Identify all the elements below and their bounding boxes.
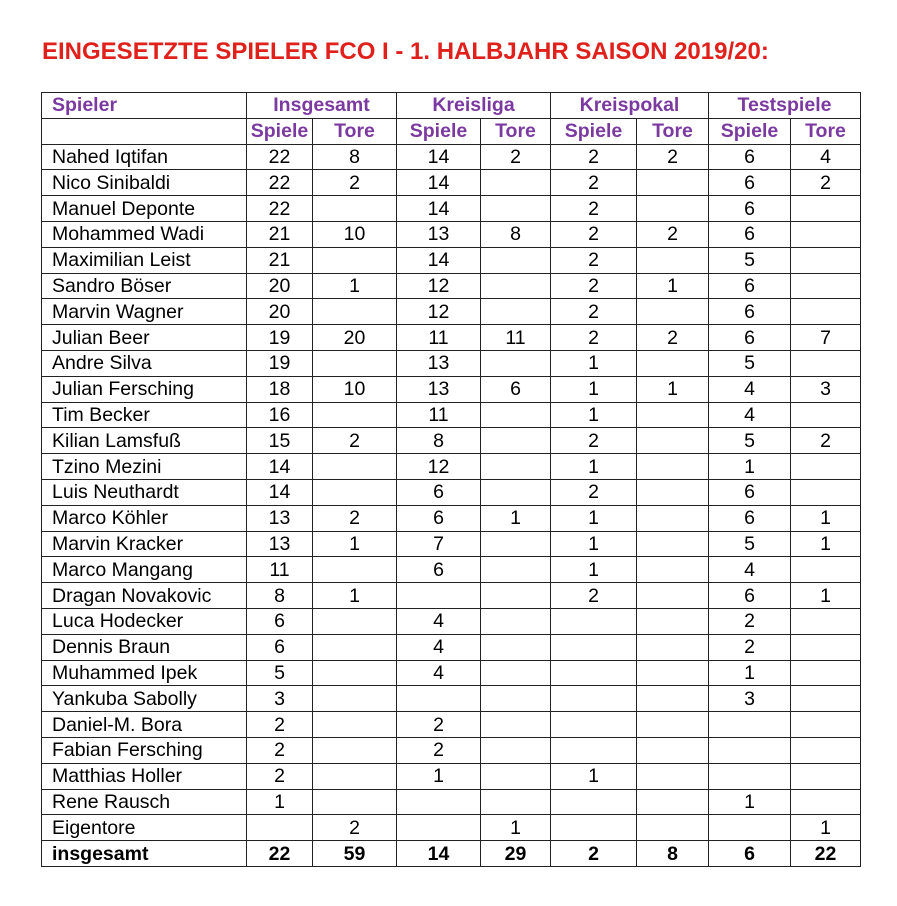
table-row <box>42 789 861 815</box>
table-row <box>42 583 861 609</box>
table-cell: 14 <box>397 247 481 273</box>
table-cell: 2 <box>551 325 637 351</box>
table-cell: 22 <box>247 196 313 222</box>
player-name: Nahed Iqtifan <box>42 144 247 170</box>
header-sub: Spiele <box>709 118 791 144</box>
table-cell: 6 <box>397 479 481 505</box>
table-cell <box>791 557 861 583</box>
table-cell: 11 <box>397 325 481 351</box>
table-cell <box>481 583 551 609</box>
table-cell: 13 <box>397 376 481 402</box>
table-cell: 6 <box>709 170 791 196</box>
table-cell <box>481 402 551 428</box>
table-body <box>42 144 861 866</box>
table-cell <box>313 789 397 815</box>
table-cell: 1 <box>709 789 791 815</box>
table-cell: 1 <box>313 273 397 299</box>
table-cell <box>637 583 709 609</box>
table-cell <box>313 402 397 428</box>
table-cell: 2 <box>551 247 637 273</box>
player-name: Marvin Kracker <box>42 531 247 557</box>
table-cell <box>637 531 709 557</box>
table-cell: 2 <box>709 634 791 660</box>
header-sub: Tore <box>481 118 551 144</box>
table-cell: 22 <box>791 841 861 867</box>
table-row <box>42 247 861 273</box>
player-name: Nico Sinibaldi <box>42 170 247 196</box>
table-cell: 8 <box>313 144 397 170</box>
table-cell <box>637 402 709 428</box>
table-cell: 1 <box>551 763 637 789</box>
table-cell: 1 <box>551 557 637 583</box>
player-name: Dragan Novakovic <box>42 583 247 609</box>
table-cell: 1 <box>791 531 861 557</box>
table-cell <box>709 712 791 738</box>
table-cell <box>791 196 861 222</box>
table-cell: 1 <box>551 454 637 480</box>
table-cell: 12 <box>397 299 481 325</box>
table-cell <box>313 247 397 273</box>
table-cell <box>791 273 861 299</box>
table-cell <box>791 608 861 634</box>
table-cell <box>709 737 791 763</box>
table-cell: 14 <box>397 144 481 170</box>
table-cell: 1 <box>709 454 791 480</box>
table-cell <box>481 557 551 583</box>
player-name: Tzino Mezini <box>42 454 247 480</box>
table-cell: 1 <box>481 815 551 841</box>
table-cell: 1 <box>637 376 709 402</box>
table-row <box>42 376 861 402</box>
table-cell: 19 <box>247 350 313 376</box>
table-cell <box>637 712 709 738</box>
table-cell: 2 <box>637 325 709 351</box>
table-cell <box>551 608 637 634</box>
table-cell: 6 <box>397 505 481 531</box>
table-cell: 2 <box>551 170 637 196</box>
table-cell: 1 <box>551 376 637 402</box>
table-cell: 14 <box>397 196 481 222</box>
table-row <box>42 144 861 170</box>
table-row <box>42 763 861 789</box>
table-cell <box>791 660 861 686</box>
table-cell: 12 <box>397 273 481 299</box>
table-row <box>42 686 861 712</box>
table-cell <box>637 789 709 815</box>
table-cell: 18 <box>247 376 313 402</box>
table-cell: 1 <box>313 531 397 557</box>
header-sub: Tore <box>637 118 709 144</box>
player-name: Andre Silva <box>42 350 247 376</box>
player-name: Dennis Braun <box>42 634 247 660</box>
table-row <box>42 479 861 505</box>
table-cell <box>481 789 551 815</box>
table-cell <box>481 350 551 376</box>
table-row <box>42 557 861 583</box>
table-cell: 8 <box>397 428 481 454</box>
table-cell <box>791 299 861 325</box>
player-name: Yankuba Sabolly <box>42 686 247 712</box>
table-cell <box>313 299 397 325</box>
player-name: Manuel Deponte <box>42 196 247 222</box>
table-cell: 7 <box>791 325 861 351</box>
table-cell: 4 <box>397 660 481 686</box>
table-row <box>42 196 861 222</box>
table-cell: 6 <box>247 608 313 634</box>
table-cell: 2 <box>551 428 637 454</box>
table-cell: 1 <box>397 763 481 789</box>
table-cell: 8 <box>247 583 313 609</box>
table-cell <box>481 608 551 634</box>
table-cell: 22 <box>247 170 313 196</box>
table-cell <box>313 608 397 634</box>
table-cell <box>313 454 397 480</box>
table-cell: 14 <box>247 454 313 480</box>
table-cell <box>481 712 551 738</box>
table-cell: 3 <box>709 686 791 712</box>
table-cell: 4 <box>791 144 861 170</box>
table-cell <box>791 479 861 505</box>
table-cell <box>247 815 313 841</box>
table-cell: 3 <box>791 376 861 402</box>
table-cell <box>791 350 861 376</box>
header-sub: Spiele <box>247 118 313 144</box>
table-cell <box>551 815 637 841</box>
table-cell <box>791 789 861 815</box>
table-cell: 59 <box>313 841 397 867</box>
table-cell: 1 <box>637 273 709 299</box>
table-cell <box>551 686 637 712</box>
table-cell: 6 <box>709 505 791 531</box>
table-cell <box>481 299 551 325</box>
table-cell: 6 <box>481 376 551 402</box>
player-name: Rene Rausch <box>42 789 247 815</box>
table-cell <box>481 660 551 686</box>
table-cell: 2 <box>637 144 709 170</box>
table-row <box>42 608 861 634</box>
table-cell: 14 <box>397 841 481 867</box>
table-cell: 20 <box>247 299 313 325</box>
table-cell <box>551 737 637 763</box>
table-cell: 11 <box>247 557 313 583</box>
table-cell <box>791 454 861 480</box>
table-cell: 6 <box>709 325 791 351</box>
table-cell: 19 <box>247 325 313 351</box>
table-cell: 7 <box>397 531 481 557</box>
table-cell <box>637 608 709 634</box>
table-cell <box>313 634 397 660</box>
table-cell: 1 <box>551 505 637 531</box>
player-name: Maximilian Leist <box>42 247 247 273</box>
table-row <box>42 325 861 351</box>
header-row-sub <box>42 118 861 144</box>
table-row <box>42 634 861 660</box>
table-cell <box>637 247 709 273</box>
table-row <box>42 815 861 841</box>
table-cell: 2 <box>791 170 861 196</box>
table-cell <box>551 712 637 738</box>
table-row <box>42 737 861 763</box>
header-group-kreisliga: Kreisliga <box>397 93 551 119</box>
table-cell <box>313 479 397 505</box>
player-name: Tim Becker <box>42 402 247 428</box>
table-cell <box>481 737 551 763</box>
table-cell: 4 <box>397 608 481 634</box>
table-row <box>42 402 861 428</box>
table-cell <box>637 686 709 712</box>
header-group-insgesamt: Insgesamt <box>247 93 397 119</box>
table-cell <box>637 454 709 480</box>
table-cell <box>551 634 637 660</box>
table-cell: 2 <box>551 144 637 170</box>
total-row <box>42 841 861 867</box>
table-cell: 6 <box>709 273 791 299</box>
table-cell <box>313 350 397 376</box>
table-cell: 15 <box>247 428 313 454</box>
table-cell <box>313 737 397 763</box>
player-name: Julian Fersching <box>42 376 247 402</box>
table-cell: 3 <box>247 686 313 712</box>
table-cell: 2 <box>481 144 551 170</box>
table-cell <box>481 763 551 789</box>
table-cell <box>637 428 709 454</box>
header-sub: Spiele <box>397 118 481 144</box>
table-cell: 2 <box>397 712 481 738</box>
table-cell: 2 <box>397 737 481 763</box>
table-cell: 5 <box>709 350 791 376</box>
table-cell <box>637 763 709 789</box>
header-empty <box>42 118 247 144</box>
table-cell <box>551 660 637 686</box>
table-cell: 22 <box>247 841 313 867</box>
table-cell: 1 <box>551 402 637 428</box>
table-cell: 1 <box>791 583 861 609</box>
table-cell: 11 <box>397 402 481 428</box>
player-name: Matthias Holler <box>42 763 247 789</box>
table-cell <box>637 505 709 531</box>
table-cell: 2 <box>247 763 313 789</box>
table-cell: 1 <box>709 660 791 686</box>
player-name: Marco Köhler <box>42 505 247 531</box>
table-cell: 6 <box>709 299 791 325</box>
table-cell: 12 <box>397 454 481 480</box>
table-cell <box>637 660 709 686</box>
table-cell <box>637 350 709 376</box>
player-name: Marco Mangang <box>42 557 247 583</box>
table-cell <box>397 583 481 609</box>
table-cell <box>313 196 397 222</box>
table-cell: 2 <box>551 479 637 505</box>
header-group-testspiele: Testspiele <box>709 93 861 119</box>
table-cell: 5 <box>709 428 791 454</box>
table-cell <box>481 170 551 196</box>
table-cell: 20 <box>247 273 313 299</box>
table-row <box>42 531 861 557</box>
table-cell: 2 <box>247 737 313 763</box>
table-row <box>42 454 861 480</box>
table-row <box>42 428 861 454</box>
table-cell <box>709 815 791 841</box>
table-cell: 6 <box>709 479 791 505</box>
table-cell <box>397 789 481 815</box>
header-sub: Spiele <box>551 118 637 144</box>
table-cell: 2 <box>551 583 637 609</box>
table-cell <box>791 247 861 273</box>
player-name: Kilian Lamsfuß <box>42 428 247 454</box>
header-sub: Tore <box>313 118 397 144</box>
table-cell: 1 <box>551 531 637 557</box>
table-cell <box>551 789 637 815</box>
table-cell: 8 <box>637 841 709 867</box>
page-title: EINGESETZTE SPIELER FCO I - 1. HALBJAHR SAISON 2019/20: <box>42 38 769 65</box>
table-row <box>42 273 861 299</box>
table-cell: 10 <box>313 221 397 247</box>
table-cell: 1 <box>247 789 313 815</box>
table-cell <box>637 479 709 505</box>
table-cell: 6 <box>709 221 791 247</box>
table-cell: 1 <box>481 505 551 531</box>
table-cell: 20 <box>313 325 397 351</box>
player-name: Julian Beer <box>42 325 247 351</box>
table-cell <box>313 712 397 738</box>
table-cell: 1 <box>791 815 861 841</box>
table-cell <box>637 737 709 763</box>
header-group-kreispokal: Kreispokal <box>551 93 709 119</box>
player-name: Eigentore <box>42 815 247 841</box>
table-cell: 2 <box>791 428 861 454</box>
table-cell: 6 <box>709 144 791 170</box>
header-row-groups <box>42 93 861 119</box>
table-cell: 21 <box>247 221 313 247</box>
table-cell: 4 <box>397 634 481 660</box>
player-name: Muhammed Ipek <box>42 660 247 686</box>
table-cell: 2 <box>709 608 791 634</box>
table-cell <box>481 428 551 454</box>
table-cell: 13 <box>247 531 313 557</box>
player-name: Mohammed Wadi <box>42 221 247 247</box>
table-cell <box>397 815 481 841</box>
table-cell <box>791 763 861 789</box>
table-cell: 8 <box>481 221 551 247</box>
table-cell: 2 <box>551 221 637 247</box>
player-name: Sandro Böser <box>42 273 247 299</box>
table-cell <box>791 634 861 660</box>
player-name: Luca Hodecker <box>42 608 247 634</box>
table-cell: 5 <box>709 531 791 557</box>
table-cell <box>481 247 551 273</box>
table-cell <box>637 634 709 660</box>
table-cell: 2 <box>313 170 397 196</box>
table-cell: 6 <box>709 583 791 609</box>
table-cell: 6 <box>709 841 791 867</box>
table-cell <box>313 763 397 789</box>
table-cell <box>481 454 551 480</box>
table-cell <box>637 299 709 325</box>
table-cell: 2 <box>637 221 709 247</box>
table-cell: 6 <box>247 634 313 660</box>
table-cell: 10 <box>313 376 397 402</box>
table-row <box>42 170 861 196</box>
table-cell: 13 <box>247 505 313 531</box>
table-cell: 6 <box>709 196 791 222</box>
table-cell: 2 <box>313 505 397 531</box>
table-cell: 4 <box>709 376 791 402</box>
table-row <box>42 712 861 738</box>
table-cell <box>481 634 551 660</box>
table-row <box>42 505 861 531</box>
table-cell <box>481 196 551 222</box>
table-cell <box>791 221 861 247</box>
table-cell: 2 <box>551 299 637 325</box>
table-cell <box>313 557 397 583</box>
total-label: insgesamt <box>42 841 247 867</box>
table-cell <box>791 402 861 428</box>
player-name: Daniel-M. Bora <box>42 712 247 738</box>
table-cell <box>481 686 551 712</box>
table-cell: 2 <box>313 428 397 454</box>
table-cell: 2 <box>551 841 637 867</box>
table-row <box>42 221 861 247</box>
table-row <box>42 660 861 686</box>
table-cell <box>791 737 861 763</box>
table-row <box>42 299 861 325</box>
player-name: Fabian Fersching <box>42 737 247 763</box>
table-cell: 5 <box>247 660 313 686</box>
table-cell <box>481 273 551 299</box>
table-cell: 21 <box>247 247 313 273</box>
table-cell: 6 <box>397 557 481 583</box>
table-cell: 4 <box>709 557 791 583</box>
table-cell <box>313 686 397 712</box>
table-cell: 2 <box>313 815 397 841</box>
table-cell: 22 <box>247 144 313 170</box>
table-cell: 16 <box>247 402 313 428</box>
table-cell: 14 <box>397 170 481 196</box>
table-cell <box>637 196 709 222</box>
table-cell: 13 <box>397 221 481 247</box>
table-cell <box>791 712 861 738</box>
table-cell <box>637 557 709 583</box>
table-cell: 4 <box>709 402 791 428</box>
table-cell <box>313 660 397 686</box>
table-cell <box>397 686 481 712</box>
header-sub: Tore <box>791 118 861 144</box>
table-cell <box>637 815 709 841</box>
table-cell: 1 <box>551 350 637 376</box>
player-stats-table <box>41 92 861 867</box>
table-cell: 11 <box>481 325 551 351</box>
table-cell: 13 <box>397 350 481 376</box>
table-cell: 2 <box>551 196 637 222</box>
table-cell: 2 <box>247 712 313 738</box>
player-name: Marvin Wagner <box>42 299 247 325</box>
table-cell <box>637 170 709 196</box>
table-cell: 2 <box>551 273 637 299</box>
player-name: Luis Neuthardt <box>42 479 247 505</box>
table-cell: 1 <box>313 583 397 609</box>
table-cell <box>709 763 791 789</box>
header-player: Spieler <box>42 93 247 119</box>
table-cell: 29 <box>481 841 551 867</box>
table-cell: 1 <box>791 505 861 531</box>
table-cell: 5 <box>709 247 791 273</box>
table-cell <box>481 531 551 557</box>
table-cell: 14 <box>247 479 313 505</box>
table-cell <box>791 686 861 712</box>
table-cell <box>481 479 551 505</box>
table-row <box>42 350 861 376</box>
